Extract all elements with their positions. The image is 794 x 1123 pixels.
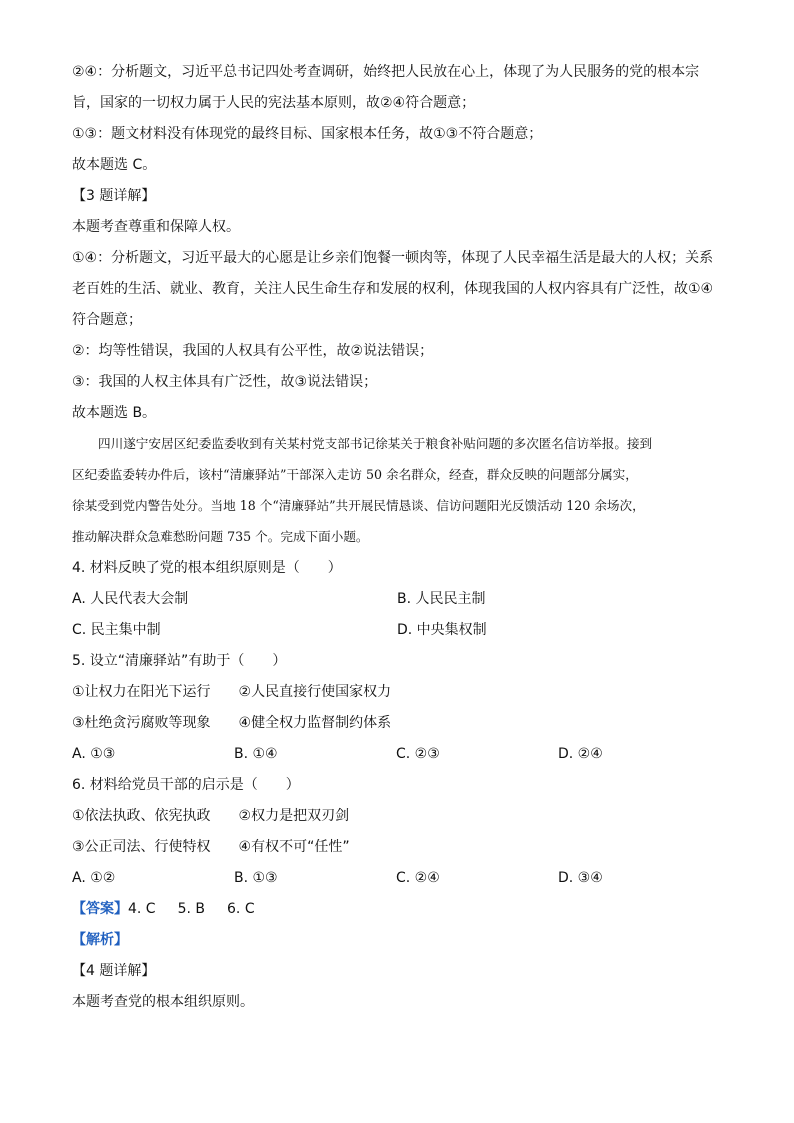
text-line: ①④：分析题文，习近平最大的心愿是让乡亲们饱餐一顿肉等，体现了人民幸福生活是最大的人权；关系 [72,250,714,266]
text-line: 旨，国家的一切权力属于人民的宪法基本原则，故②④符合题意； [72,95,476,111]
material-paragraph: 推动解决群众急难愁盼问题 735 个。完成下面小题。 [72,529,369,544]
answer-5: 5. B [177,901,206,917]
option-d: D. ②④ [558,746,603,762]
statement-line: ③杜绝贪污腐败等现象 ④健全权力监督制约体系 [72,715,392,731]
text-line: ②：均等性错误，我国的人权具有公平性，故②说法错误； [72,343,434,359]
text-line: 本题考查党的根本组织原则。 [72,994,254,1010]
question-6-options-row [72,868,722,899]
option-b: B. ①④ [234,746,278,762]
question-4-options-row [72,620,722,651]
option-d: D. ③④ [558,870,603,886]
statement-line: ①让权力在阳光下运行 ②人民直接行使国家权力 [72,684,392,700]
option-b: B. 人民民主制 [397,591,486,607]
question-6-stem: 6. 材料给党员干部的启示是（ ） [72,777,300,793]
answer-6: 6. C [227,901,255,917]
option-a: A. 人民代表大会制 [72,591,189,607]
option-a: A. ①③ [72,746,116,762]
answer-4: 4. C [128,901,156,917]
material-paragraph: 四川遂宁安居区纪委监委收到有关某村党支部书记徐某关于粮食补贴问题的多次匿名信访举报。接到 [98,436,653,451]
analysis-label: 【解析】 [72,932,128,948]
material-paragraph: 徐某受到党内警告处分。当地 18 个“清廉驿站”共开展民情恳谈、信访问题阳光反馈活动 120 余场次， [72,498,645,513]
statement-line: ③公正司法、行使特权 ④有权不可“任性” [72,839,350,855]
option-c: C. ②③ [396,746,440,762]
text-line: 本题考查尊重和保障人权。 [72,219,240,235]
question-5-stem: 5. 设立“清廉驿站”有助于（ ） [72,653,287,669]
option-a: A. ①② [72,870,116,886]
question-4-stem: 4. 材料反映了党的根本组织原则是（ ） [72,560,342,576]
question-4-options-row [72,589,722,620]
option-c: C. 民主集中制 [72,622,161,638]
text-line: 老百姓的生活、就业、教育，关注人民生命生存和发展的权利，体现我国的人权内容具有广泛性，故①④ [72,281,714,297]
material-paragraph: 区纪委监委转办件后，该村“清廉驿站”干部深入走访 50 余名群众，经查，群众反映的问题部分属实， [72,467,638,482]
text-line: 故本题选 B。 [72,405,157,421]
text-line: 故本题选 C。 [72,157,157,173]
text-line: ①③：题文材料没有体现党的最终目标、国家根本任务，故①③不符合题意； [72,126,543,142]
statement-line: ①依法执政、依宪执政 ②权力是把双刃剑 [72,808,350,824]
q3-heading: 【3 题详解】 [72,188,156,204]
text-line: ③：我国的人权主体具有广泛性，故③说法错误； [72,374,378,390]
text-line: ②④：分析题文，习近平总书记四处考查调研，始终把人民放在心上，体现了为人民服务的党的根本宗 [72,64,700,80]
option-d: D. 中央集权制 [397,622,487,638]
question-5-options-row [72,744,722,775]
answer-label: 【答案】 [72,901,128,917]
answer-line [72,899,722,930]
document-page [72,62,722,1023]
option-b: B. ①③ [234,870,278,886]
q4-heading: 【4 题详解】 [72,963,156,979]
option-c: C. ②④ [396,870,440,886]
text-line: 符合题意； [72,312,142,328]
